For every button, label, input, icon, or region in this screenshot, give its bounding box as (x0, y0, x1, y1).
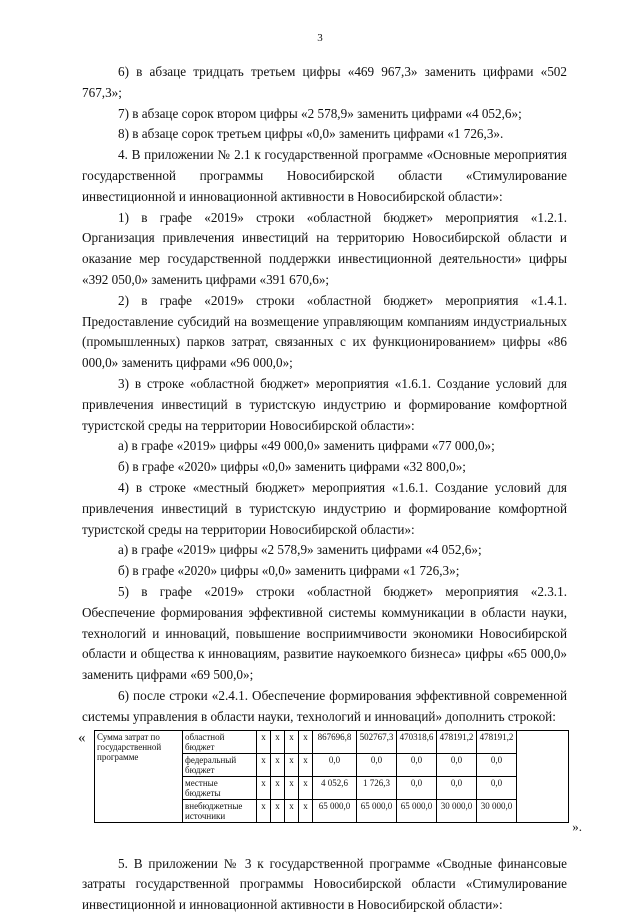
table-mark-cell: x (271, 776, 285, 799)
paragraph: 4. В приложении № 2.1 к государственной программе «Основные мероприятия государственной программы Новосибирской области «Стимулирование инвестиционной и инновационной активности в Новосибирской области»: (82, 147, 567, 204)
document-body (78, 62, 582, 916)
table-mark-cell: x (285, 753, 299, 776)
table-value-cell: 1 726,3 (357, 776, 397, 799)
paragraph: 3) в строке «областной бюджет» мероприятия «1.6.1. Создание условий для привлечения инвестиций в туристскую индустрию и формирование комфортной туристской среды на территории Новосибирской области»: (82, 375, 567, 433)
table-value-cell: 0,0 (313, 753, 357, 776)
table-mark-cell: x (271, 753, 285, 776)
table-value-cell: 502767,3 (357, 730, 397, 753)
table-mark-cell: x (299, 730, 313, 753)
table-value-cell: 0,0 (437, 776, 477, 799)
table-mark-cell: x (299, 753, 313, 776)
table-value-cell: 0,0 (397, 776, 437, 799)
table-mark-cell: x (257, 753, 271, 776)
table-value-cell: 0,0 (477, 776, 517, 799)
table-value-cell: 4 052,6 (313, 776, 357, 799)
table-source-cell: областной бюджет (183, 730, 257, 753)
paragraph: 6) после строки «2.4.1. Обеспечение формирования эффективной современной системы управления в области науки, технологий и инноваций» дополнить строкой: (82, 687, 567, 724)
paragraph: 2) в графе «2019» строки «областной бюджет» мероприятия «1.4.1. Предоставление субсидий на возмещение управляющим компаниям индустриальных (промышленных) парков затрат, связанных с их функционированием» цифры «86 000,0» заменить цифрами «96 000,0»; (82, 292, 567, 371)
table-value-cell: 0,0 (477, 753, 517, 776)
table-row (95, 730, 569, 753)
table-source-cell: внебюджетные источники (183, 799, 257, 822)
table-mark-cell: x (257, 730, 271, 753)
inserted-row-block (78, 729, 582, 836)
paragraph: 1) в графе «2019» строки «областной бюджет» мероприятия «1.2.1. Организация привлечения инвестиций на территорию Новосибирской области и оказание мер государственной поддержки инвестиционной деятельности» цифры «392 050,0» заменить цифрами «391 670,6»; (82, 209, 567, 287)
table-mark-cell: x (285, 776, 299, 799)
paragraph: 7) в абзаце сорок втором цифры «2 578,9» заменить цифрами «4 052,6»; (118, 105, 522, 121)
financing-table (94, 730, 569, 823)
table-mark-cell: x (299, 799, 313, 822)
table-value-cell: 30 000,0 (437, 799, 477, 822)
table-mark-cell: x (257, 799, 271, 822)
table-value-cell: 478191,2 (437, 730, 477, 753)
quote-open: « (78, 729, 86, 746)
table-mark-cell: x (285, 799, 299, 822)
paragraph: а) в графе «2019» цифры «49 000,0» заменить цифрами «77 000,0»; (118, 438, 495, 454)
table-mark-cell: x (285, 730, 299, 753)
quote-close: ». (572, 818, 582, 834)
paragraph: 6) в абзаце тридцать третьем цифры «469 967,3» заменить цифрами «502 767,3»; (82, 64, 567, 100)
paragraph: а) в графе «2019» цифры «2 578,9» заменить цифрами «4 052,6»; (118, 542, 482, 558)
paragraph: б) в графе «2020» цифры «0,0» заменить цифрами «1 726,3»; (118, 563, 460, 579)
table-value-cell: 0,0 (437, 753, 477, 776)
table-source-cell: местные бюджеты (183, 776, 257, 799)
paragraph: 5) в графе «2019» строки «областной бюджет» мероприятия «2.3.1. Обеспечение формирования эффективной системы коммуникации в области науки, технологий и инноваций, повышение восприимчивости экономики Новосибирской области и общества к инновациям, развитие наукоемкого бизнеса» цифры «65 000,0» заменить цифрами «69 500,0»; (82, 583, 567, 683)
table-value-cell: 65 000,0 (313, 799, 357, 822)
table-value-cell: 0,0 (357, 753, 397, 776)
table-source-cell: федеральный бюджет (183, 753, 257, 776)
page-number: 3 (317, 32, 323, 44)
table-label-cell: Сумма затрат по государственной программе (95, 730, 183, 822)
table-mark-cell: x (271, 730, 285, 753)
table-mark-cell: x (257, 776, 271, 799)
table-value-cell: 0,0 (397, 753, 437, 776)
table-value-cell: 65 000,0 (357, 799, 397, 822)
table-mark-cell: x (299, 776, 313, 799)
paragraph: 4) в строке «местный бюджет» мероприятия «1.6.1. Создание условий для привлечения инвестиций в туристскую индустрию и формирование комфортной туристской среды на территории Новосибирской области»: (82, 479, 567, 537)
table-value-cell: 478191,2 (477, 730, 517, 753)
table-empty-cell (517, 730, 569, 822)
paragraph: 5. В приложении № 3 к государственной программе «Сводные финансовые затраты государственной программы Новосибирской области «Стимулирование инвестиционной и инновационной активности в Новосибирской области»: (82, 855, 567, 913)
table-value-cell: 30 000,0 (477, 799, 517, 822)
table-mark-cell: x (271, 799, 285, 822)
table-value-cell: 470318,6 (397, 730, 437, 753)
table-value-cell: 65 000,0 (397, 799, 437, 822)
spacer (82, 836, 567, 854)
paragraph: 8) в абзаце сорок третьем цифры «0,0» заменить цифрами «1 726,3». (118, 126, 504, 142)
table-value-cell: 867696,8 (313, 730, 357, 753)
paragraph: б) в графе «2020» цифры «0,0» заменить цифрами «32 800,0»; (118, 459, 466, 475)
